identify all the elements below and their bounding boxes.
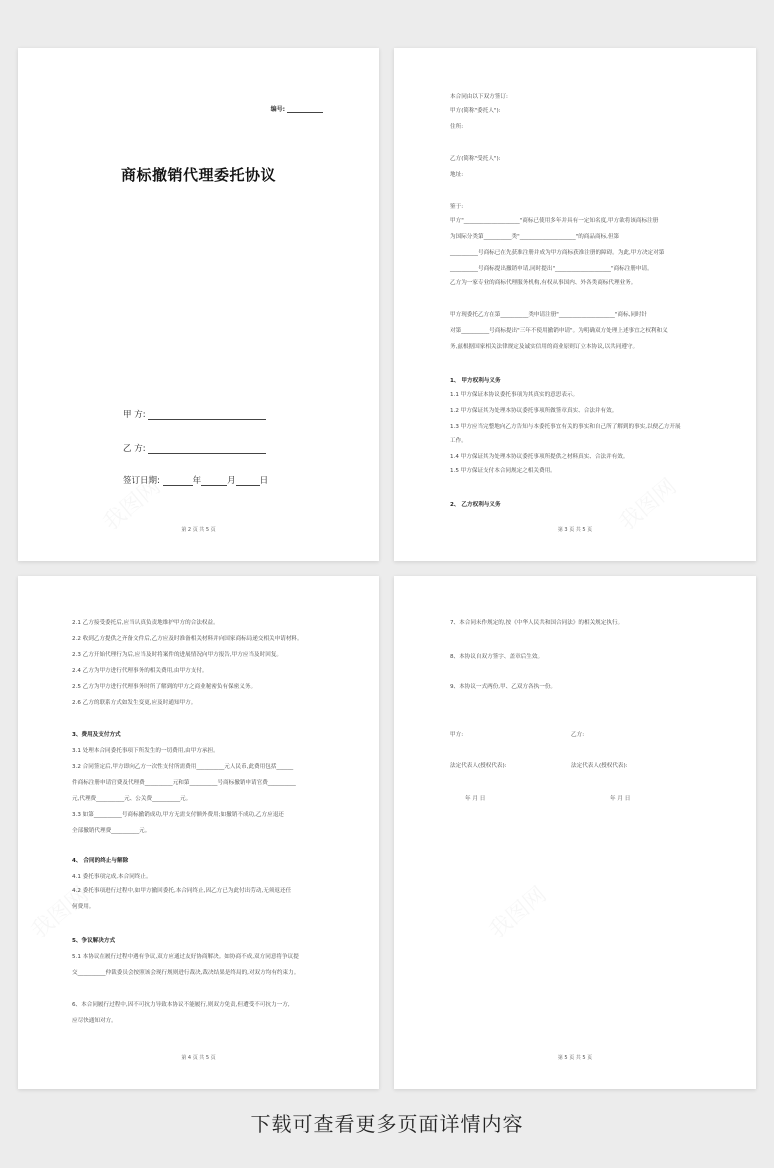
page-3 <box>394 48 756 561</box>
text-line: 元,代理费__________元、公关费__________元。 <box>72 796 192 802</box>
party-b-label: 乙 方: <box>123 444 146 454</box>
text-line: 4、 合同的终止与解除 <box>72 858 129 864</box>
text-line: 4.2 委托事项进行过程中,如甲方撤回委托,本合同终止,因乙方已为此付出劳动,无须返还任 <box>72 888 292 894</box>
text-line: 工作。 <box>450 438 467 444</box>
text-line: 甲方"____________________"商标已使用多年并具有一定知名度,甲方欲将该商标注册 <box>450 218 659 224</box>
text-line: 件商标注册申请官费及代理费__________元和第__________号商标撤销申请官费__________ <box>72 780 296 786</box>
party-a-line <box>123 408 266 420</box>
text-line: 3.3 如第__________号商标撤销成功,甲方无需支付额外费用;如撤销不成功,乙方应退还 <box>72 812 284 818</box>
text-line: __________号商标提出撤销申请,同时提出"____________________"商标注册申请。 <box>450 266 653 272</box>
text-line: 5、争议解决方式 <box>72 938 116 944</box>
text-line: 7、本合同未作规定的,按《中华人民共和国合同法》的相关规定执行。 <box>450 620 624 626</box>
text-line: 2.5 乙方为甲方进行代理事务时所了解到的甲方之商业秘密负有保密义务。 <box>72 684 257 690</box>
text-line: 4.1 委托事项完成,本合同终止。 <box>72 874 152 880</box>
text-line: 3.1 处理本合同委托事项下所发生的一切费用,由甲方承担。 <box>72 748 219 754</box>
text-line: 为国际分类第__________类"____________________"的商品商标,但第 <box>450 234 620 240</box>
party-b-blank <box>148 452 266 454</box>
sign-date-line <box>123 474 268 486</box>
text-line: 1.5 甲方保证支付本合同规定之相关费用。 <box>450 468 556 474</box>
text-line: 乙方为一家专业的商标代理服务机构,有权从事国内、外各类商标代理业务。 <box>450 280 637 286</box>
text-line: 住所: <box>450 124 464 130</box>
text-line: 3、费用及支付方式 <box>72 732 121 738</box>
text-line: 1.1 甲方保证本协议委托事项为其真实的意思表示。 <box>450 392 579 398</box>
code-blank <box>287 112 323 113</box>
page-number: 第 4 页 共 5 页 <box>181 1055 216 1061</box>
year-label: 年 <box>192 476 202 486</box>
text-line: 1、 甲方权利与义务 <box>450 378 501 384</box>
text-line: 全部撤销代理费__________元。 <box>72 828 151 834</box>
text-line: 甲方现委托乙方在第__________类申请注册"____________________"商标,同时针 <box>450 312 648 318</box>
document-title: 商标撤销代理委托协议 <box>120 166 276 184</box>
party-b-sign: 乙方: <box>571 732 585 738</box>
text-line: 1.3 甲方应当完整地向乙方告知与本委托事宜有关的事实和自己所了解到的事实,以便乙方开展 <box>450 424 681 430</box>
page-4 <box>18 576 379 1089</box>
text-line: 3.2 合同签定后,甲方即向乙方一次性支付所需费用__________元人民币,此费用包括______ <box>72 764 294 770</box>
text-line: 本合同由以下双方签订: <box>450 94 508 100</box>
sign-date-label: 签订日期: <box>123 476 160 486</box>
text-line: 2、 乙方权利与义务 <box>450 502 501 508</box>
text-line: 应尽快通知对方。 <box>72 1018 117 1024</box>
month-label: 月 <box>227 476 236 486</box>
text-line: __________号商标已在先获准注册并成为甲方商标获准注册的障碍。为此,甲方决定对第 <box>450 250 665 256</box>
party-a-label: 甲 方: <box>123 410 146 420</box>
text-line: 5.1 本协议在履行过程中遇有争议,双方应通过友好协商解决。如协商不成,双方同意将争议提 <box>72 954 299 960</box>
cover-page <box>18 48 379 561</box>
watermark <box>482 878 552 944</box>
text-line: 2.6 乙方的联系方式如发生变更,应及时通知甲方。 <box>72 700 197 706</box>
text-line: 交__________仲裁委员会按照该会现行规则进行裁决,裁决结果是终局的,对双方均有约束力。 <box>72 970 300 976</box>
party-b-line <box>123 442 266 454</box>
rep-a-sign: 法定代表人(授权代表): <box>450 763 507 769</box>
text-line: 务,兹根据国家相关法律规定及诚实信用的商业原则订立本协议,以共同遵守。 <box>450 344 639 350</box>
text-line: 2.4 乙方为甲方进行代理事务的相关费用,由甲方支付。 <box>72 668 208 674</box>
text-line: 9、本协议一式两份,甲、乙双方各执一份。 <box>450 684 557 690</box>
text-line: 何费用。 <box>72 904 95 910</box>
page-number: 第 2 页 共 5 页 <box>181 527 216 533</box>
text-line: 1.4 甲方保证其为处理本协议委托事项所提供之材料真实、合法并有效。 <box>450 454 629 460</box>
text-line: 2.2 收到乙方提供之齐备文件后,乙方应及时准备相关材料并向国家商标局递交相关申请材料。 <box>72 636 303 642</box>
page-number: 第 5 页 共 5 页 <box>557 1055 593 1061</box>
date-a: 年 月 日 <box>465 796 486 802</box>
date-b: 年 月 日 <box>610 796 631 802</box>
text-line: 地址: <box>450 172 464 178</box>
text-line: 6、本合同履行过程中,因不可抗力导致本协议不能履行,则双方免责,但遭受不可抗力一方, <box>72 1002 290 1008</box>
text-line: 甲方(简称"委托人"): <box>450 108 501 114</box>
text-line: 对第__________号商标提出"三年不使用撤销申请"。为明确双方处理上述事宜之权利和义 <box>450 328 668 334</box>
rep-b-sign: 法定代表人(授权代表): <box>571 763 628 769</box>
party-a-blank <box>148 418 266 420</box>
text-line: 鉴于: <box>450 204 464 210</box>
code-label: 编号: <box>270 106 285 113</box>
contract-number <box>271 104 323 113</box>
text-line: 1.2 甲方保证其为处理本协议委托事项所做签章真实、合法并有效。 <box>450 408 618 414</box>
text-line: 乙方(简称"受托人"): <box>450 156 501 162</box>
page-number: 第 3 页 共 5 页 <box>557 527 593 533</box>
page-5 <box>394 576 756 1089</box>
text-line: 2.3 乙方开始代理行为后,应当及时将案件的进展情况向甲方报告,甲方应当及时回复。 <box>72 652 283 658</box>
text-line: 8、本协议自双方签字、盖章后生效。 <box>450 654 544 660</box>
download-hint: 下载可查看更多页面详情内容 <box>250 1112 524 1136</box>
day-label: 日 <box>259 476 269 486</box>
party-a-sign: 甲方: <box>450 732 464 738</box>
text-line: 2.1 乙方接受委托后,应当认真负责地维护甲方的合法权益。 <box>72 620 219 626</box>
